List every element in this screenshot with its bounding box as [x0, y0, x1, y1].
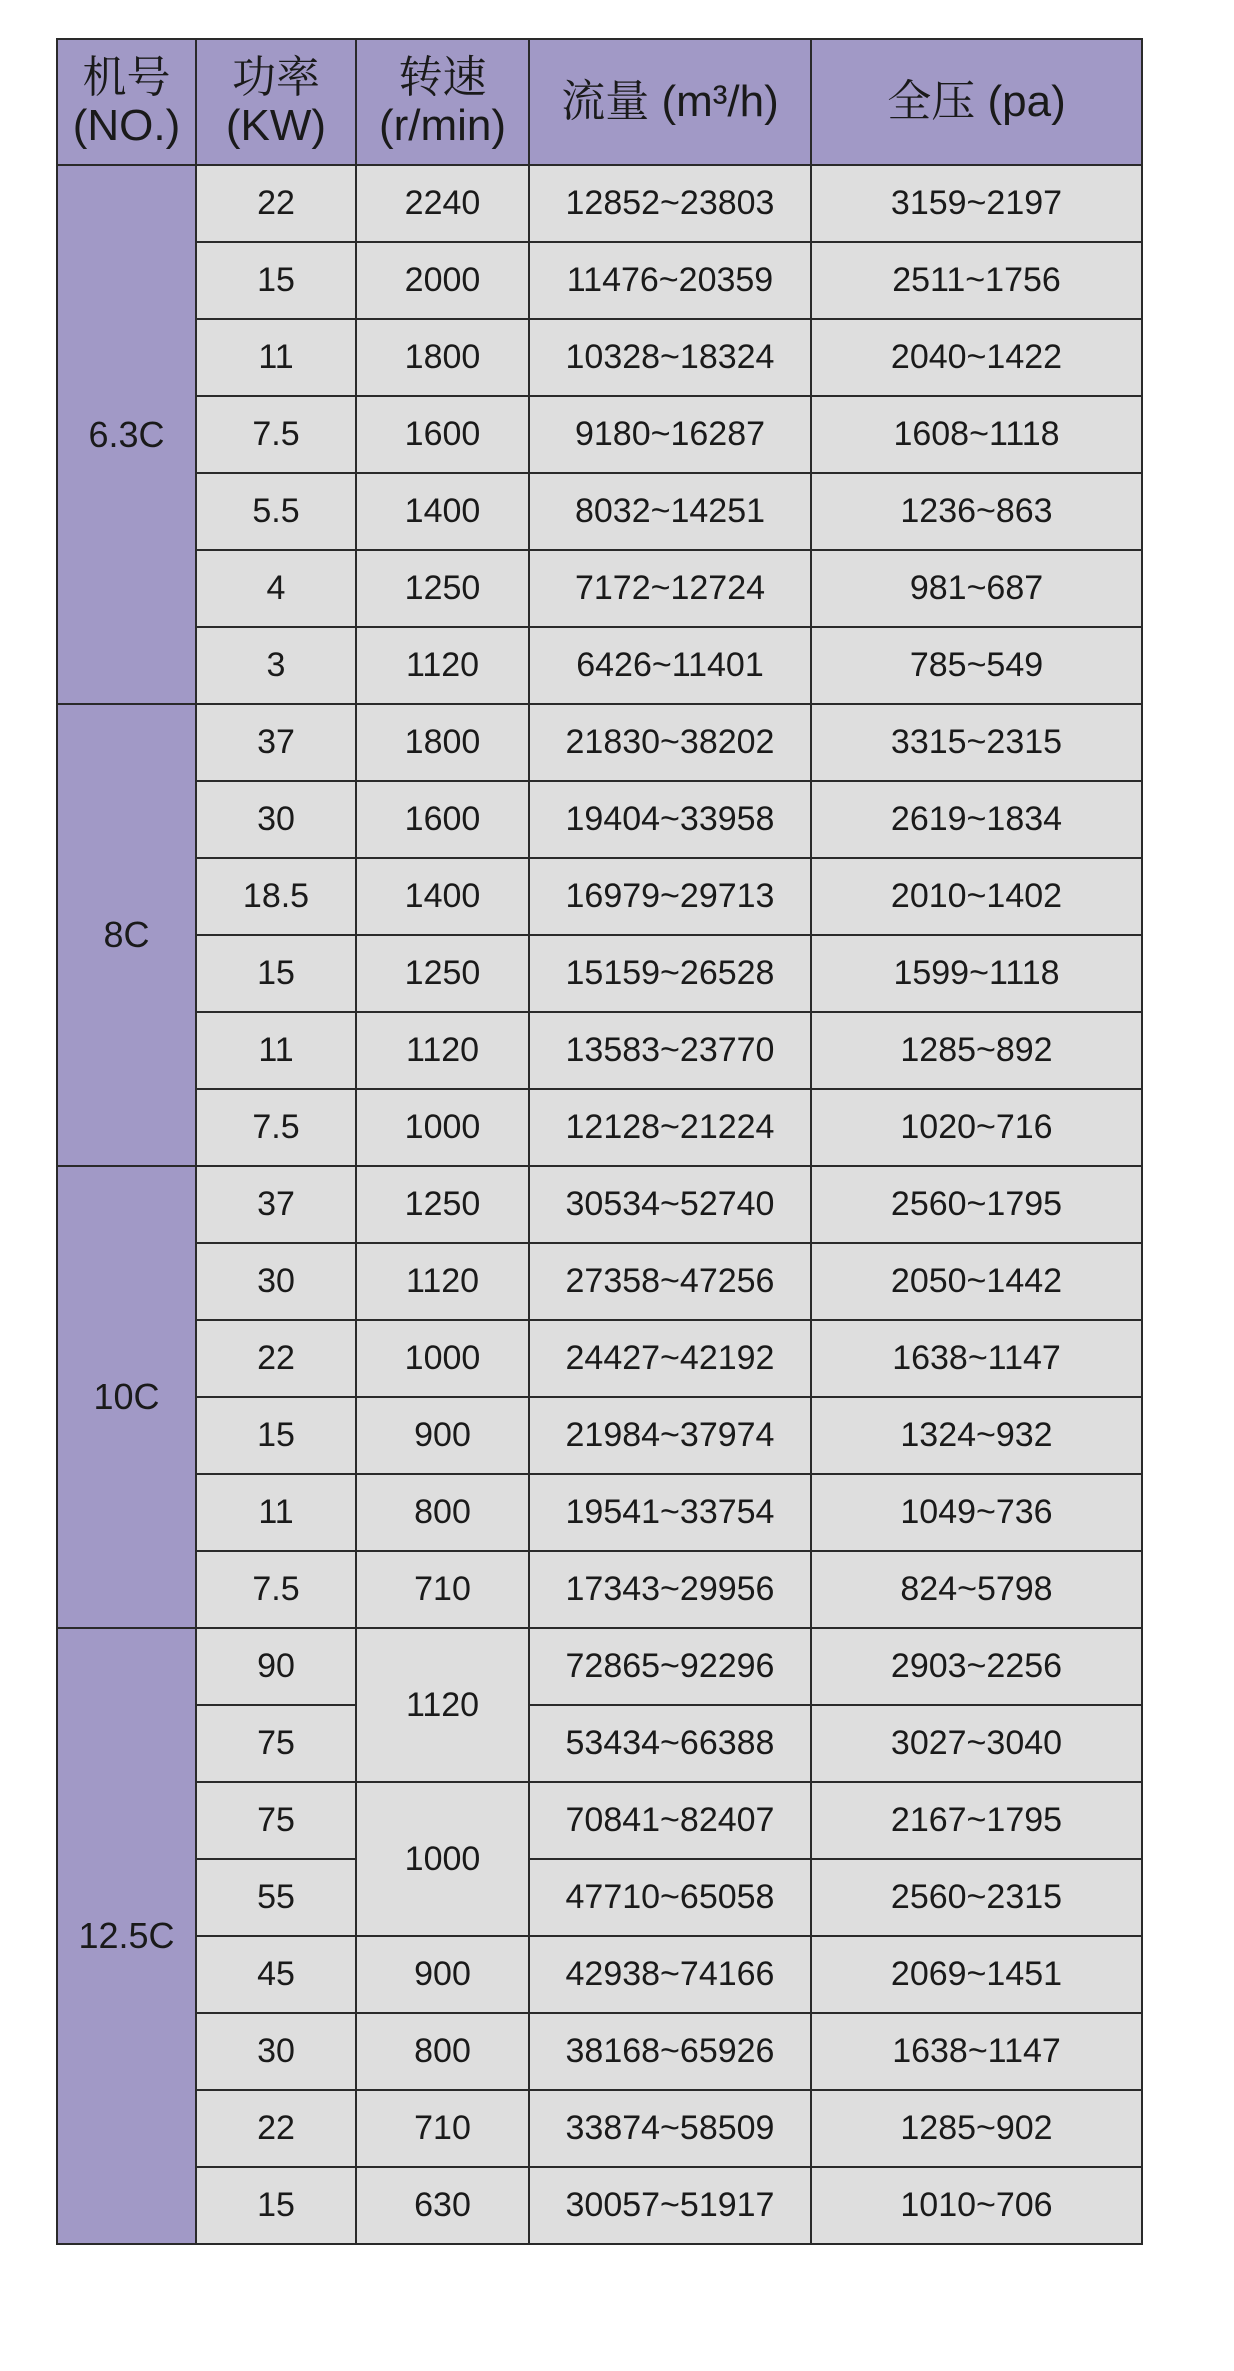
- pressure-cell: 1324~932: [811, 1397, 1142, 1474]
- table-row: [57, 1166, 1142, 1243]
- model-cell: 12.5C: [57, 1628, 196, 2244]
- table-row: [57, 1628, 1142, 1705]
- power-cell: 45: [196, 1936, 356, 2013]
- table-row: [57, 858, 1142, 935]
- pressure-cell: 1285~902: [811, 2090, 1142, 2167]
- power-cell: 55: [196, 1859, 356, 1936]
- power-cell: 4: [196, 550, 356, 627]
- power-cell: 37: [196, 704, 356, 781]
- speed-cell: 1120: [356, 1243, 529, 1320]
- flow-cell: 27358~47256: [529, 1243, 811, 1320]
- power-cell: 30: [196, 1243, 356, 1320]
- speed-cell: 800: [356, 2013, 529, 2090]
- flow-cell: 72865~92296: [529, 1628, 811, 1705]
- pressure-cell: 981~687: [811, 550, 1142, 627]
- flow-cell: 30534~52740: [529, 1166, 811, 1243]
- flow-cell: 70841~82407: [529, 1782, 811, 1859]
- speed-cell: 630: [356, 2167, 529, 2244]
- flow-cell: 16979~29713: [529, 858, 811, 935]
- power-cell: 75: [196, 1705, 356, 1782]
- table-body: [57, 165, 1142, 2244]
- table-row: [57, 1243, 1142, 1320]
- flow-cell: 21984~37974: [529, 1397, 811, 1474]
- pressure-cell: 1236~863: [811, 473, 1142, 550]
- table-row: [57, 2090, 1142, 2167]
- flow-cell: 13583~23770: [529, 1012, 811, 1089]
- flow-cell: 15159~26528: [529, 935, 811, 1012]
- pressure-cell: 1049~736: [811, 1474, 1142, 1551]
- model-cell: 8C: [57, 704, 196, 1166]
- flow-cell: 12128~21224: [529, 1089, 811, 1166]
- power-cell: 15: [196, 935, 356, 1012]
- table-row: [57, 473, 1142, 550]
- flow-cell: 30057~51917: [529, 2167, 811, 2244]
- table-row: [57, 550, 1142, 627]
- speed-cell: 1120: [356, 1012, 529, 1089]
- speed-cell: 1400: [356, 473, 529, 550]
- power-cell: 22: [196, 165, 356, 242]
- table-row: [57, 396, 1142, 473]
- pressure-cell: 3159~2197: [811, 165, 1142, 242]
- power-cell: 7.5: [196, 1089, 356, 1166]
- pressure-cell: 2619~1834: [811, 781, 1142, 858]
- pressure-cell: 785~549: [811, 627, 1142, 704]
- pressure-cell: 3027~3040: [811, 1705, 1142, 1782]
- pressure-cell: 2050~1442: [811, 1243, 1142, 1320]
- pressure-cell: 1608~1118: [811, 396, 1142, 473]
- table-header: [57, 39, 1142, 165]
- power-cell: 90: [196, 1628, 356, 1705]
- flow-cell: 7172~12724: [529, 550, 811, 627]
- power-cell: 11: [196, 319, 356, 396]
- power-cell: 11: [196, 1474, 356, 1551]
- speed-cell: 1250: [356, 935, 529, 1012]
- table-row: [57, 2013, 1142, 2090]
- table-row: [57, 704, 1142, 781]
- table-row: [57, 1012, 1142, 1089]
- table-row: [57, 1089, 1142, 1166]
- power-cell: 15: [196, 2167, 356, 2244]
- speed-cell: 1120: [356, 1628, 529, 1782]
- pressure-cell: 2069~1451: [811, 1936, 1142, 2013]
- power-cell: 7.5: [196, 1551, 356, 1628]
- pressure-cell: 2511~1756: [811, 242, 1142, 319]
- flow-cell: 42938~74166: [529, 1936, 811, 2013]
- header-power: [196, 39, 356, 165]
- table-row: [57, 1705, 1142, 1782]
- speed-cell: 1250: [356, 1166, 529, 1243]
- header-model-en: (NO.): [72, 101, 181, 150]
- flow-cell: 11476~20359: [529, 242, 811, 319]
- power-cell: 30: [196, 781, 356, 858]
- flow-cell: 8032~14251: [529, 473, 811, 550]
- pressure-cell: 1638~1147: [811, 2013, 1142, 2090]
- speed-cell: 2240: [356, 165, 529, 242]
- speed-cell: 1250: [356, 550, 529, 627]
- fan-spec-table: [56, 38, 1143, 2245]
- table-row: [57, 935, 1142, 1012]
- table-row: [57, 165, 1142, 242]
- table-row: [57, 627, 1142, 704]
- flow-cell: 10328~18324: [529, 319, 811, 396]
- header-flow: 流量 (m³/h): [529, 39, 811, 165]
- pressure-cell: 1599~1118: [811, 935, 1142, 1012]
- header-row: [57, 39, 1142, 165]
- power-cell: 22: [196, 2090, 356, 2167]
- power-cell: 3: [196, 627, 356, 704]
- header-speed: [356, 39, 529, 165]
- power-cell: 18.5: [196, 858, 356, 935]
- header-speed-cn: 转速: [398, 53, 487, 102]
- power-cell: 15: [196, 1397, 356, 1474]
- speed-cell: 1800: [356, 704, 529, 781]
- header-model: [57, 39, 196, 165]
- flow-cell: 12852~23803: [529, 165, 811, 242]
- pressure-cell: 1010~706: [811, 2167, 1142, 2244]
- pressure-cell: 2167~1795: [811, 1782, 1142, 1859]
- flow-cell: 53434~66388: [529, 1705, 811, 1782]
- pressure-cell: 2010~1402: [811, 858, 1142, 935]
- header-power-unit: (KW): [225, 101, 327, 150]
- header-speed-unit: (r/min): [378, 101, 507, 150]
- power-cell: 15: [196, 242, 356, 319]
- pressure-cell: 1638~1147: [811, 1320, 1142, 1397]
- table-row: [57, 781, 1142, 858]
- flow-cell: 33874~58509: [529, 2090, 811, 2167]
- pressure-cell: 2560~1795: [811, 1166, 1142, 1243]
- power-cell: 30: [196, 2013, 356, 2090]
- pressure-cell: 2560~2315: [811, 1859, 1142, 1936]
- power-cell: 7.5: [196, 396, 356, 473]
- flow-cell: 21830~38202: [529, 704, 811, 781]
- flow-cell: 17343~29956: [529, 1551, 811, 1628]
- table-row: [57, 1936, 1142, 2013]
- speed-cell: 1000: [356, 1089, 529, 1166]
- speed-cell: 900: [356, 1397, 529, 1474]
- table-row: [57, 2167, 1142, 2244]
- table-row: [57, 242, 1142, 319]
- speed-cell: 900: [356, 1936, 529, 2013]
- speed-cell: 1000: [356, 1782, 529, 1936]
- speed-cell: 1000: [356, 1320, 529, 1397]
- power-cell: 75: [196, 1782, 356, 1859]
- power-cell: 11: [196, 1012, 356, 1089]
- speed-cell: 1120: [356, 627, 529, 704]
- header-model-cn: 机号: [82, 53, 171, 102]
- speed-cell: 1400: [356, 858, 529, 935]
- table-row: [57, 1320, 1142, 1397]
- flow-cell: 19404~33958: [529, 781, 811, 858]
- speed-cell: 800: [356, 1474, 529, 1551]
- flow-cell: 19541~33754: [529, 1474, 811, 1551]
- table-row: [57, 1397, 1142, 1474]
- flow-cell: 24427~42192: [529, 1320, 811, 1397]
- table-row: [57, 319, 1142, 396]
- pressure-cell: 824~5798: [811, 1551, 1142, 1628]
- power-cell: 5.5: [196, 473, 356, 550]
- pressure-cell: 1285~892: [811, 1012, 1142, 1089]
- table-row: [57, 1859, 1142, 1936]
- table-row: [57, 1474, 1142, 1551]
- pressure-cell: 2040~1422: [811, 319, 1142, 396]
- model-cell: 6.3C: [57, 165, 196, 704]
- power-cell: 22: [196, 1320, 356, 1397]
- speed-cell: 1800: [356, 319, 529, 396]
- table-row: [57, 1551, 1142, 1628]
- pressure-cell: 2903~2256: [811, 1628, 1142, 1705]
- model-cell: 10C: [57, 1166, 196, 1628]
- header-pressure: 全压 (pa): [811, 39, 1142, 165]
- flow-cell: 38168~65926: [529, 2013, 811, 2090]
- speed-cell: 710: [356, 2090, 529, 2167]
- table-row: [57, 1782, 1142, 1859]
- flow-cell: 6426~11401: [529, 627, 811, 704]
- header-power-cn: 功率: [232, 53, 320, 102]
- flow-cell: 47710~65058: [529, 1859, 811, 1936]
- speed-cell: 2000: [356, 242, 529, 319]
- speed-cell: 1600: [356, 781, 529, 858]
- pressure-cell: 1020~716: [811, 1089, 1142, 1166]
- speed-cell: 710: [356, 1551, 529, 1628]
- power-cell: 37: [196, 1166, 356, 1243]
- flow-cell: 9180~16287: [529, 396, 811, 473]
- speed-cell: 1600: [356, 396, 529, 473]
- pressure-cell: 3315~2315: [811, 704, 1142, 781]
